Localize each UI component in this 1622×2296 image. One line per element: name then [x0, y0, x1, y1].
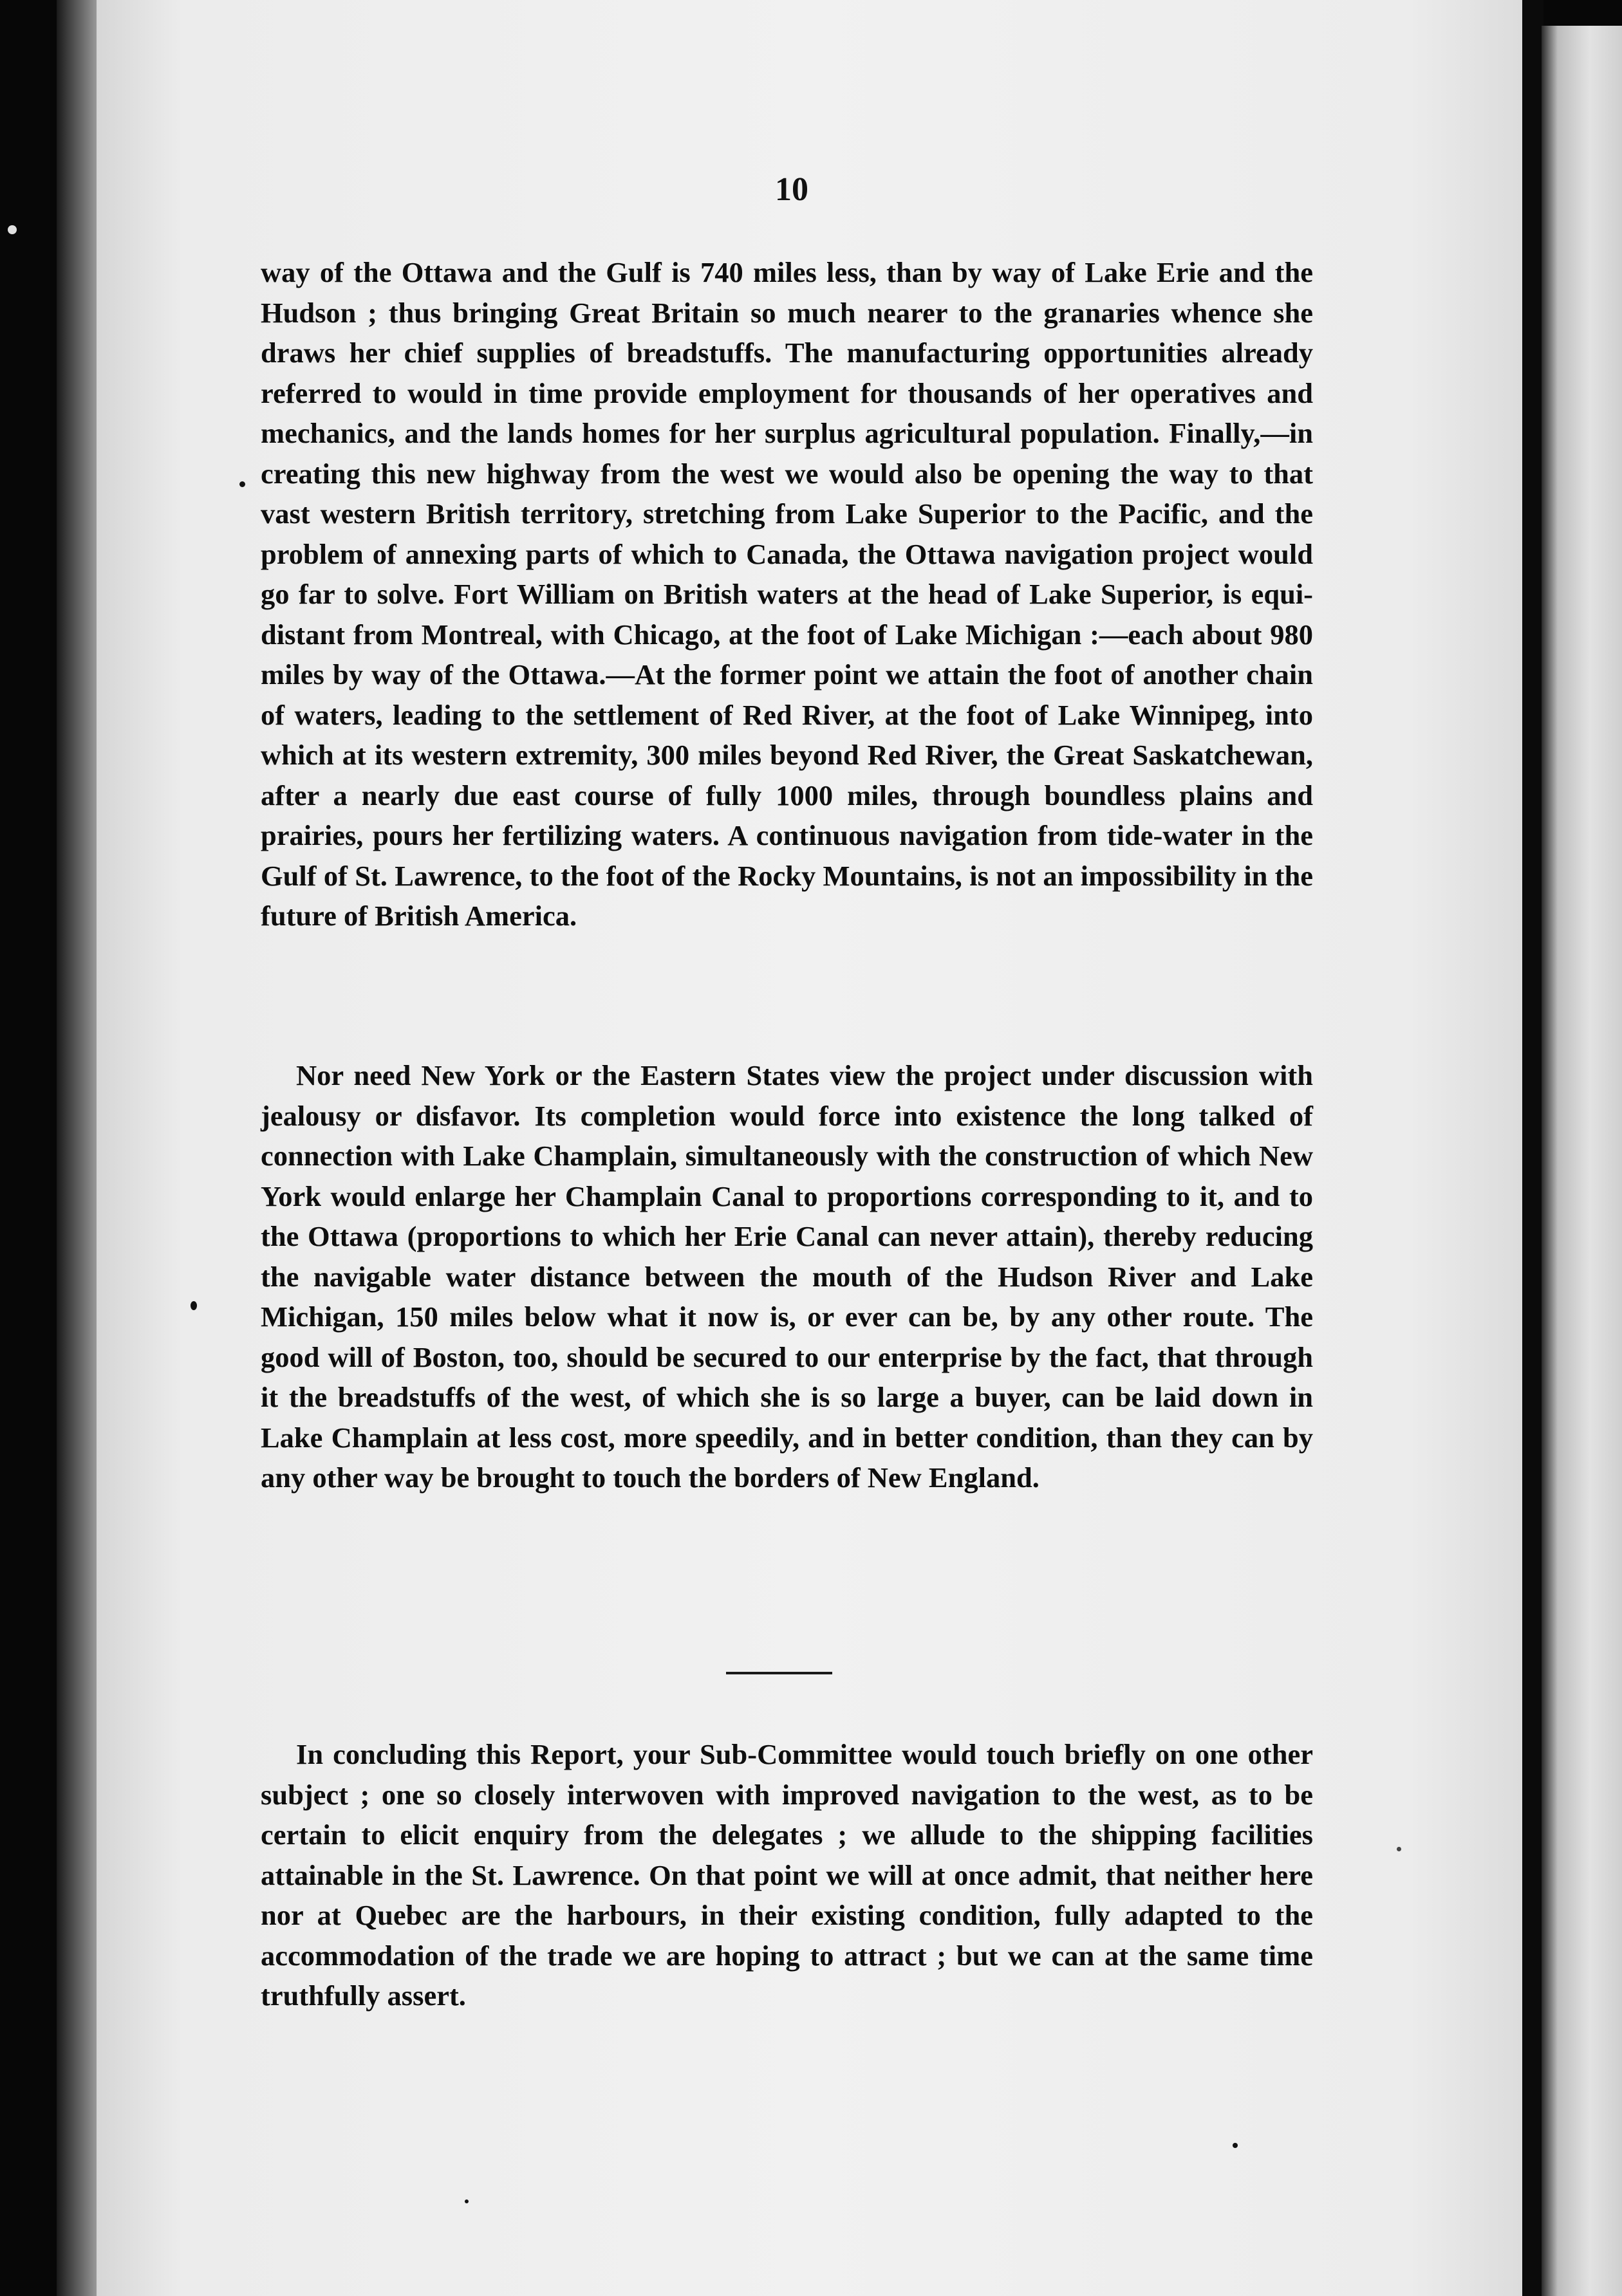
- scan-speck: [191, 1301, 197, 1310]
- scan-speck: [465, 2199, 469, 2203]
- page-number: 10: [775, 171, 808, 208]
- scan-speck: [8, 225, 17, 234]
- paragraph-2: Nor need New York or the Eastern States view the project under discussion with jealousy or disfavor. Its completion would force into existence the long talked of connection with Lake Champlain, simultaneously with the construction of which New York would enlarge her Champlain Canal to proportions corresponding to it, and to the Ottawa (proportions to which her Erie Canal can never attain), thereby reducing the navigable water distance between the mouth of the Hudson River and Lake Michigan, 150 miles below what it now is, or ever can be, by any other route. The good will of Boston, too, should be secured to our enterprise by the fact, that through it the breadstuffs of the west, of which she is so large a buyer, can be laid down in Lake Champlain at less cost, more speedily, and in better condition, than they can by any other way be brought to touch the borders of New England.: [261, 1059, 1313, 1494]
- facing-page-edge: [1542, 26, 1622, 2296]
- paragraph-1: way of the Ottawa and the Gulf is 740 miles less, than by way of Lake Erie and the Hudson ; thus bringing Great Britain so much nearer to the granaries whence she draws her chief supplies of breadstuffs. The manufacturing opportunities already referred to would in time provide employment for thousands of her operatives and mechanics, and the lands homes for her surplus agricultural population. Finally,—in creating this new highway from the west we would also be opening the way to that vast western British territory, stretching from Lake Superior to the Pacific, and the problem of annexing parts of which to Canada, the Ottawa navigation project would go far to solve. Fort William on British waters at the head of Lake Superior, is equi-distant from Montreal, with Chicago, at the foot of Lake Michigan :—each about 980 miles by way of the Ottawa.—At the former point we attain the foot of another chain of waters, leading to the settlement of Red River, at the foot of Lake Winnipeg, into which at its western extremity, 300 miles beyond Red River, the Great Saskatchewan, after a nearly due east course of fully 1000 miles, through boundless plains and prairies, pours her fertilizing waters. A continuous navigation from tide-water in the Gulf of St. Lawrence, to the foot of the Rocky Mountains, is not an impossibility in the future of British America.: [261, 256, 1313, 932]
- scan-speck: [239, 481, 245, 487]
- paragraph-3: In concluding this Report, your Sub-Committee would touch briefly on one other subject ; one so closely interwoven with improved navigation to the west, as to be certain to elicit enquiry from the delegates ; we allude to the shipping facilities attainable in the St. Lawrence. On that point we will at once admit, that neither here nor at Quebec are the harbours, in their existing condition, fully adapted to the accommodation of the trade we are hoping to attract ; but we can at the same time truthfully assert.: [261, 1738, 1313, 2012]
- scan-speck: [1397, 1847, 1401, 1851]
- section-divider: [726, 1672, 832, 1674]
- page-gutter: [1519, 0, 1543, 2296]
- scan-speck: [1233, 2143, 1238, 2148]
